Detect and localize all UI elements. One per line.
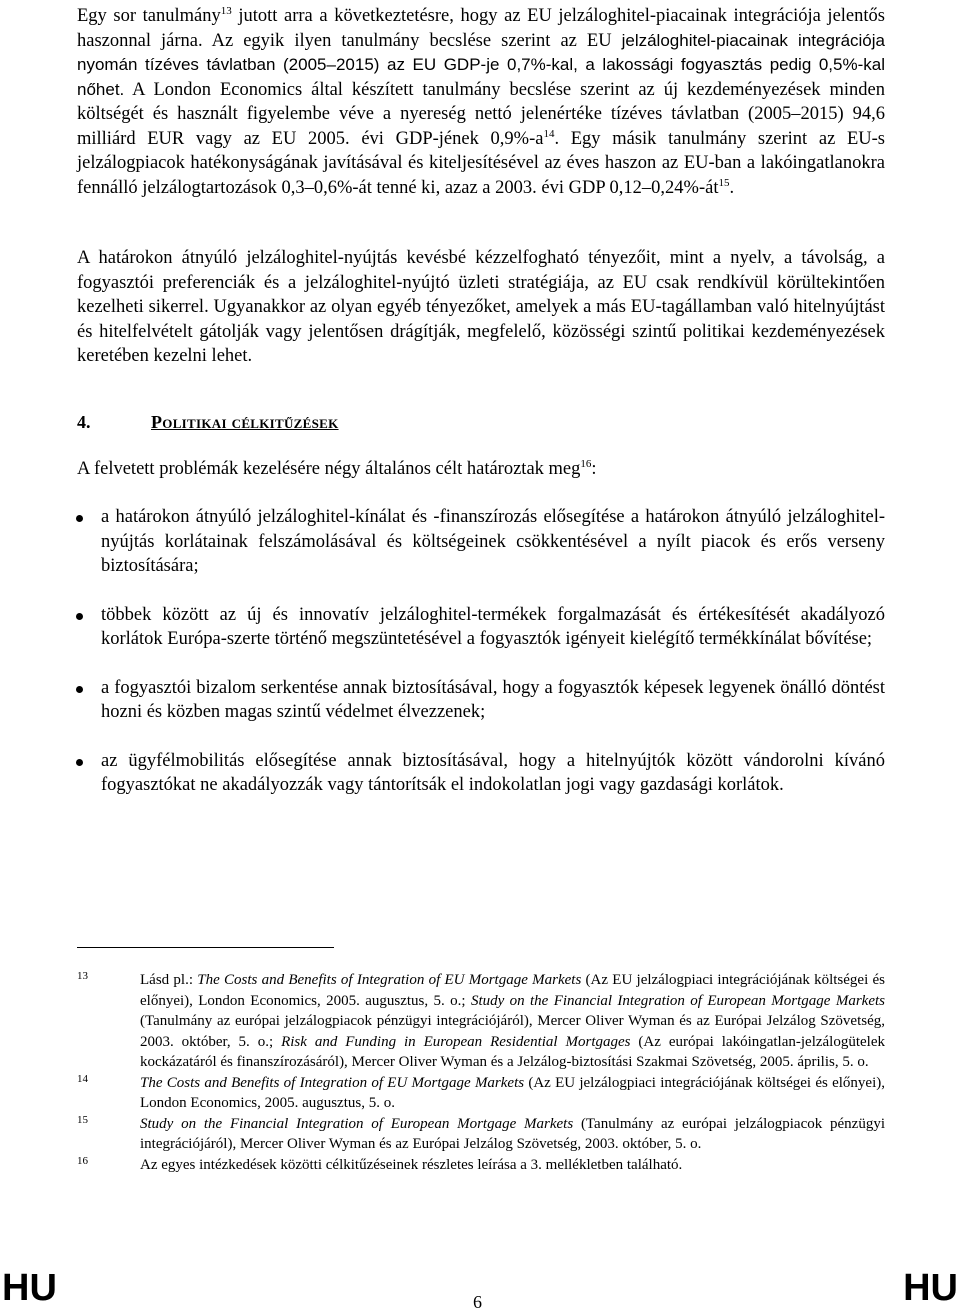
list-item-text: a határokon átnyúló jelzáloghitel-kínálat és -finanszírozás elősegítése a határokon átnyúló jelzáloghitel-nyújtás korlátainak felszámolásával és költségeinek csökkentésével a nyílt piacok és erős verseny biztosítására; — [101, 507, 885, 576]
footnote-14 — [77, 1073, 885, 1114]
footnote-ref-14[interactable]: 14 — [543, 127, 555, 140]
text-run: Az egyes intézkedések közötti célkitűzéseinek részletes leírása a 3. mellékletben található. — [140, 1156, 683, 1173]
text-run: A felvetett problémák kezelésére négy általános célt határoztak meg — [77, 459, 581, 479]
list-item — [77, 676, 885, 725]
text-run: (Tanulmány az európai jelzálogpiacok pénzügyi integrációjáról), Mercer Oliver Wyman és az Európai Jelzálog Szövetség, 2003. október, 5. o. — [140, 1115, 885, 1152]
footnotes — [77, 970, 885, 1175]
paragraph-benefits — [77, 4, 885, 200]
footnote-number: 16 — [77, 1154, 88, 1167]
language-code-right: HU — [903, 1267, 958, 1309]
section-number: 4. — [77, 412, 91, 432]
page-number: 6 — [473, 1292, 482, 1312]
list-item-text: a fogyasztói bizalom serkentése annak biztosításával, hogy a fogyasztók képesek legyenek önálló döntést hozni és közben magas szintű védelmet élvezzenek; — [101, 677, 885, 722]
citation-title: The Costs and Benefits of Integration of EU Mortgage Markets — [197, 972, 582, 988]
language-code-left: HU — [2, 1267, 57, 1309]
text-run: A London Economics által készített tanulmány becslése szerint az új kezdeményezések minden költségét és használt figyelembe véve a nyereség nettó jelenértéke tízéves távlatban (2005–2015) 94,6 milliárd EUR vagy az EU 2005. évi GDP-jének 0,9%-a — [77, 79, 885, 149]
footnote-ref-16[interactable]: 16 — [580, 458, 592, 470]
footnote-separator — [77, 947, 334, 948]
section-heading — [77, 412, 339, 433]
footnote-ref-13[interactable]: 13 — [220, 5, 232, 17]
footnote-13 — [77, 970, 885, 1073]
footnote-number: 13 — [77, 970, 88, 982]
bullet-icon — [76, 759, 83, 766]
section-title: Politikai célkitűzések — [151, 412, 339, 432]
text-run: (Az európai lakóingatlan-jelzálogütelek kockázatáról és finanszírozásáról), Mercer Oliver Wyman és a Jelzálog-biztosítási Szakmai Szövetség, 2005. április, 5. o. — [140, 1033, 886, 1070]
list-item — [77, 505, 885, 579]
list-item — [77, 603, 885, 652]
text-run: (Az EU jelzálogpiaci integrációjának költségei és előnyei), London Economics, 2005. augusztus, 5. o.; — [140, 972, 885, 1009]
footnote-number: 14 — [77, 1072, 88, 1085]
text-run: jutott arra a következtetésre, hogy az EU jelzáloghitel-piacainak integrációja jelentős haszonnal járna. Az egyik ilyen tanulmány becslése szerint az EU — [77, 6, 885, 51]
list-item — [77, 749, 885, 798]
list-item-text: az ügyfélmobilitás elősegítése annak biztosításával, hogy a hitelnyújtók között vándorolni kívánó fogyasztókat ne akadályozzák vagy tántorítsák el indokolatlan jogi vagy gazdasági korlátok. — [101, 750, 885, 795]
citation-title: Study on the Financial Integration of European Mortgage Markets — [140, 1115, 574, 1132]
bullet-icon — [76, 686, 83, 693]
citation-title: Risk and Funding in European Residential Mortgages — [281, 1033, 631, 1050]
text-run: . Egy másik tanulmány szerint az EU-s jelzálogpiacok hatékonyságának javításával és kiteljesítésével az éves haszon az EU-ban a lakóingatlanokra fennálló jelzálogtartozások 0,3–0,6%-át tenné ki, azaz a 2003. évi GDP 0,12–0,24%-át — [77, 128, 885, 198]
text-run-sans: jelzáloghitel-piacainak integrációja nyomán tízéves távlatban (2005–2015) az EU GDP-je 0,7%-kal, a lakossági fogyasztás pedig 0,5%-kal nőhet. — [77, 30, 885, 99]
list-item-text: többek között az új és innovatív jelzáloghitel-termékek forgalmazását és értékesítését akadályozó korlátok Európa-szerte történő megszüntetésével a fogyasztók igényeit kielégítő termékkínálat bővítése; — [101, 604, 885, 649]
text-run: Egy sor tanulmány — [77, 6, 221, 26]
text-run: . — [729, 177, 735, 198]
bullet-icon — [76, 613, 83, 620]
text-run: (Az EU jelzálogpiaci integrációjának költségei és előnyei), London Economics, 2005. augusztus, 5. o. — [140, 1074, 885, 1111]
footnote-ref-15[interactable]: 15 — [718, 176, 730, 189]
bullet-icon — [76, 515, 83, 522]
citation-title: Study on the Financial Integration of European Mortgage Markets — [470, 992, 885, 1009]
paragraph-cross-border: A határokon átnyúló jelzáloghitel-nyújtás kevésbé kézzelfogható tényezőit, mint a nyelv, a távolság, a fogyasztói preferenciák és a jelzáloghitel-nyújtó üzleti stratégiája, az EU csak rendkívül körültekintően kezelheti sikerrel. Ugyanakkor az olyan egyéb tényezőket, amelyek a más EU-tagállamban való hitelnyújtást és hitelfelvételt gátolják vagy jelentősen drágítják, megfelelő, közösségi szintű politikai kezdeményezések keretében kezelni lehet. — [77, 248, 885, 366]
citation-title: The Costs and Benefits of Integration of EU Mortgage Markets — [140, 1074, 525, 1091]
text-run: : — [591, 459, 597, 479]
footnote-number: 15 — [77, 1113, 88, 1126]
footnote-15 — [77, 1114, 885, 1155]
objectives-intro — [77, 457, 885, 482]
text-run: Lásd pl.: — [140, 972, 198, 988]
footnote-16 — [77, 1155, 885, 1176]
text-run: (Tanulmány az európai jelzálogpiacok pénzügyi integrációjáról), Mercer Oliver Wyman és az Európai Jelzálog Szövetség, 2003. október, 5. o.; — [140, 1013, 885, 1050]
objectives-list — [77, 505, 885, 822]
